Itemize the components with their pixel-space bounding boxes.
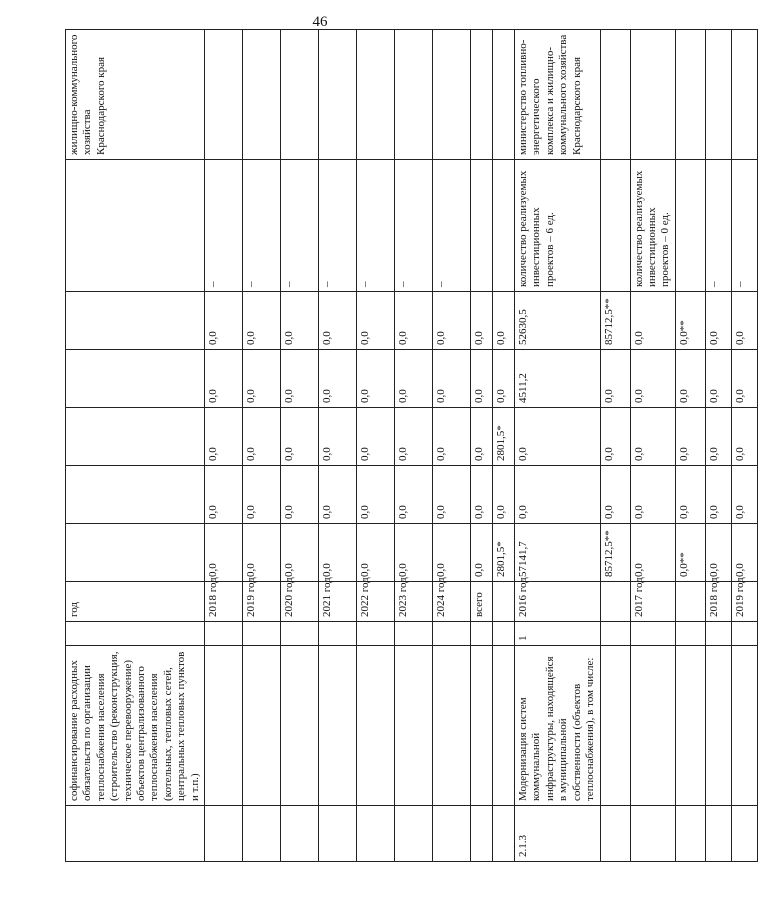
table-cell: Модернизация систем коммунальной инфраструктуры, находящейся в муниципальной собственности (объектов теплоснабжения), в том числе:	[515, 646, 600, 806]
table-cell: 0,0	[675, 466, 705, 524]
table-cell	[493, 160, 515, 292]
table-cell: 0,0	[471, 524, 493, 582]
table-row	[705, 30, 731, 862]
table-cell	[675, 160, 705, 292]
table-cell	[281, 646, 319, 806]
table-cell: 0,0	[205, 524, 243, 582]
table-cell: 0,0	[600, 408, 630, 466]
table-row	[243, 30, 281, 862]
table-cell	[357, 806, 395, 862]
table-cell: 0,0	[471, 466, 493, 524]
table-cell: 2018 год	[705, 582, 731, 622]
table-cell	[433, 806, 471, 862]
table-row	[630, 30, 675, 862]
table-cell: 0,0	[357, 466, 395, 524]
table-cell	[66, 524, 205, 582]
table-cell: 0,0	[515, 466, 600, 524]
program-table	[65, 29, 758, 862]
table-cell: 0,0	[731, 524, 757, 582]
table-cell: 0,0	[357, 350, 395, 408]
table-cell: 0,0	[705, 466, 731, 524]
table-cell	[243, 30, 281, 160]
table-cell: 0,0	[705, 292, 731, 350]
table-row	[600, 30, 630, 862]
table-cell: 0,0	[433, 350, 471, 408]
table-cell	[630, 646, 675, 806]
table-cell: 0,0	[600, 350, 630, 408]
table-cell	[66, 622, 205, 646]
table-cell	[66, 350, 205, 408]
table-cell	[281, 30, 319, 160]
table-cell: 85712,5**	[600, 292, 630, 350]
table-cell: –	[731, 160, 757, 292]
table-cell: –	[395, 160, 433, 292]
table-cell: 85712,5**	[600, 524, 630, 582]
table-cell	[731, 646, 757, 806]
table-cell: 0,0	[630, 466, 675, 524]
table-cell	[319, 622, 357, 646]
table-cell: 2018 год	[205, 582, 243, 622]
table-cell: 0,0	[675, 350, 705, 408]
table-cell: 0,0	[319, 350, 357, 408]
table-cell: 0,0	[357, 408, 395, 466]
table-cell: –	[433, 160, 471, 292]
table-cell: 0,0	[493, 350, 515, 408]
table-cell: 0,0	[493, 466, 515, 524]
table-cell: 2801,5*	[493, 408, 515, 466]
table-cell: –	[243, 160, 281, 292]
table-cell: 1	[515, 622, 600, 646]
table-cell	[675, 622, 705, 646]
table-cell	[319, 30, 357, 160]
table-cell: 2.1.3	[515, 806, 600, 862]
table-cell	[433, 646, 471, 806]
table-cell: 57141,7	[515, 524, 600, 582]
table-row	[357, 30, 395, 862]
table-cell	[471, 160, 493, 292]
table-row	[66, 30, 205, 862]
table-cell	[205, 646, 243, 806]
table-cell	[600, 622, 630, 646]
table-cell: 0,0	[471, 408, 493, 466]
table-cell	[675, 646, 705, 806]
table-cell	[471, 646, 493, 806]
table-cell	[471, 806, 493, 862]
table-cell: 0,0	[433, 524, 471, 582]
table-cell	[205, 622, 243, 646]
table-row	[433, 30, 471, 862]
table-cell: 0,0	[600, 466, 630, 524]
table-cell	[675, 806, 705, 862]
table-cell	[357, 30, 395, 160]
table-cell: 0,0	[319, 292, 357, 350]
table-cell: 52630,5	[515, 292, 600, 350]
table-row	[319, 30, 357, 862]
table-cell: 0,0	[471, 292, 493, 350]
table-row	[281, 30, 319, 862]
table-container	[65, 34, 746, 862]
table-cell	[66, 466, 205, 524]
table-cell: всего	[471, 582, 493, 622]
table-cell: 0,0	[705, 350, 731, 408]
table-cell	[281, 806, 319, 862]
table-cell: 2022 год	[357, 582, 395, 622]
table-cell: 2021 год	[319, 582, 357, 622]
table-cell: 0,0	[471, 350, 493, 408]
table-cell	[319, 806, 357, 862]
table-cell: министерство топливно-энергетического комплекса и жилищно-коммунального хозяйства Краснодарского края	[515, 30, 600, 160]
table-cell: 0,0	[205, 408, 243, 466]
table-cell	[205, 806, 243, 862]
table-cell: 0,0	[281, 524, 319, 582]
table-cell	[433, 622, 471, 646]
table-cell: 0,0	[731, 466, 757, 524]
table-cell	[319, 646, 357, 806]
table-cell	[731, 622, 757, 646]
table-cell	[731, 30, 757, 160]
table-cell	[471, 622, 493, 646]
table-cell	[493, 30, 515, 160]
table-cell: 0,0	[281, 292, 319, 350]
table-cell: 0,0**	[675, 524, 705, 582]
table-cell: 0,0	[395, 524, 433, 582]
table-cell	[600, 646, 630, 806]
table-cell	[471, 30, 493, 160]
table-cell	[493, 582, 515, 622]
table-cell: 0,0	[243, 524, 281, 582]
table-cell	[600, 582, 630, 622]
table-cell: 0,0**	[675, 292, 705, 350]
table-cell: 0,0	[731, 408, 757, 466]
table-row	[675, 30, 705, 862]
table-cell: 0,0	[205, 466, 243, 524]
table-cell	[395, 806, 433, 862]
table-cell	[281, 622, 319, 646]
table-cell: 0,0	[675, 408, 705, 466]
table-row	[493, 30, 515, 862]
table-cell	[433, 30, 471, 160]
table-cell	[205, 30, 243, 160]
table-cell: 0,0	[319, 408, 357, 466]
table-cell: количество реализуемых инвестиционных проектов – 6 ед.	[515, 160, 600, 292]
table-cell: 0,0	[281, 466, 319, 524]
table-cell	[600, 30, 630, 160]
table-cell: –	[705, 160, 731, 292]
table-cell	[66, 806, 205, 862]
table-cell: 2019 год	[731, 582, 757, 622]
table-cell	[395, 30, 433, 160]
table-cell: 0,0	[630, 292, 675, 350]
table-cell	[243, 806, 281, 862]
table-cell: 0,0	[630, 350, 675, 408]
table-cell: 2016 год	[515, 582, 600, 622]
table-row	[205, 30, 243, 862]
table-cell	[395, 646, 433, 806]
table-cell: 2801,5*	[493, 524, 515, 582]
table-cell: 0,0	[395, 292, 433, 350]
table-cell: 2019 год	[243, 582, 281, 622]
table-cell: 0,0	[433, 466, 471, 524]
table-cell: 0,0	[243, 466, 281, 524]
table-cell	[630, 806, 675, 862]
table-cell	[395, 622, 433, 646]
table-row	[731, 30, 757, 862]
page-number: 46	[312, 14, 328, 30]
table-cell	[66, 408, 205, 466]
table-cell: 0,0	[357, 292, 395, 350]
table-cell: 0,0	[433, 292, 471, 350]
table-cell: 0,0	[395, 466, 433, 524]
table-cell: –	[319, 160, 357, 292]
table-cell: 0,0	[705, 524, 731, 582]
table-cell	[705, 30, 731, 160]
table-cell: 0,0	[705, 408, 731, 466]
table-cell: 0,0	[433, 408, 471, 466]
table-cell	[493, 646, 515, 806]
table-cell: жилищно-коммунального хозяйства Краснодарского края	[66, 30, 205, 160]
table-cell	[357, 646, 395, 806]
table-cell: 0,0	[205, 292, 243, 350]
table-cell: 2023 год	[395, 582, 433, 622]
table-cell	[243, 622, 281, 646]
table-cell: 0,0	[731, 350, 757, 408]
table-cell: 2020 год	[281, 582, 319, 622]
table-cell	[675, 582, 705, 622]
table-cell	[357, 622, 395, 646]
table-cell	[705, 806, 731, 862]
table-cell	[66, 292, 205, 350]
table-cell: 2024 год	[433, 582, 471, 622]
table-cell: 0,0	[630, 524, 675, 582]
table-cell: 0,0	[281, 350, 319, 408]
table-cell: 0,0	[243, 292, 281, 350]
table-cell: 0,0	[243, 408, 281, 466]
table-cell: год	[66, 582, 205, 622]
table-cell: 0,0	[515, 408, 600, 466]
table-cell: –	[281, 160, 319, 292]
table-cell	[705, 622, 731, 646]
table-cell: 0,0	[243, 350, 281, 408]
table-cell	[600, 160, 630, 292]
table-cell: 0,0	[319, 524, 357, 582]
table-cell: количество реализуемых инвестиционных проектов – 0 ед.	[630, 160, 675, 292]
table-cell	[493, 806, 515, 862]
table-cell: 0,0	[493, 292, 515, 350]
table-cell	[630, 30, 675, 160]
table-cell: 0,0	[205, 350, 243, 408]
table-row	[471, 30, 493, 862]
table-cell	[731, 806, 757, 862]
table-cell	[705, 646, 731, 806]
table-cell: 0,0	[731, 292, 757, 350]
table-cell: 0,0	[357, 524, 395, 582]
table-cell: –	[205, 160, 243, 292]
table-cell: 0,0	[281, 408, 319, 466]
table-cell	[493, 622, 515, 646]
table-cell: 0,0	[630, 408, 675, 466]
table-cell: софинансирование расходных обязательств по организации теплоснабжения населения (строительство (реконструкция, техническое перевооружение) объектов централизованного теплоснабжения населения (котельных, тепловых сетей, центральных тепловых пунктов и т.п.)	[66, 646, 205, 806]
table-cell: 2017 год	[630, 582, 675, 622]
table-cell	[675, 30, 705, 160]
table-cell: 0,0	[395, 350, 433, 408]
table-cell: 0,0	[395, 408, 433, 466]
table-cell: 0,0	[319, 466, 357, 524]
table-cell	[630, 622, 675, 646]
table-cell	[66, 160, 205, 292]
table-cell	[600, 806, 630, 862]
table-cell: –	[357, 160, 395, 292]
table-row	[515, 30, 600, 862]
table-cell	[243, 646, 281, 806]
table-cell: 4511,2	[515, 350, 600, 408]
table-row	[395, 30, 433, 862]
